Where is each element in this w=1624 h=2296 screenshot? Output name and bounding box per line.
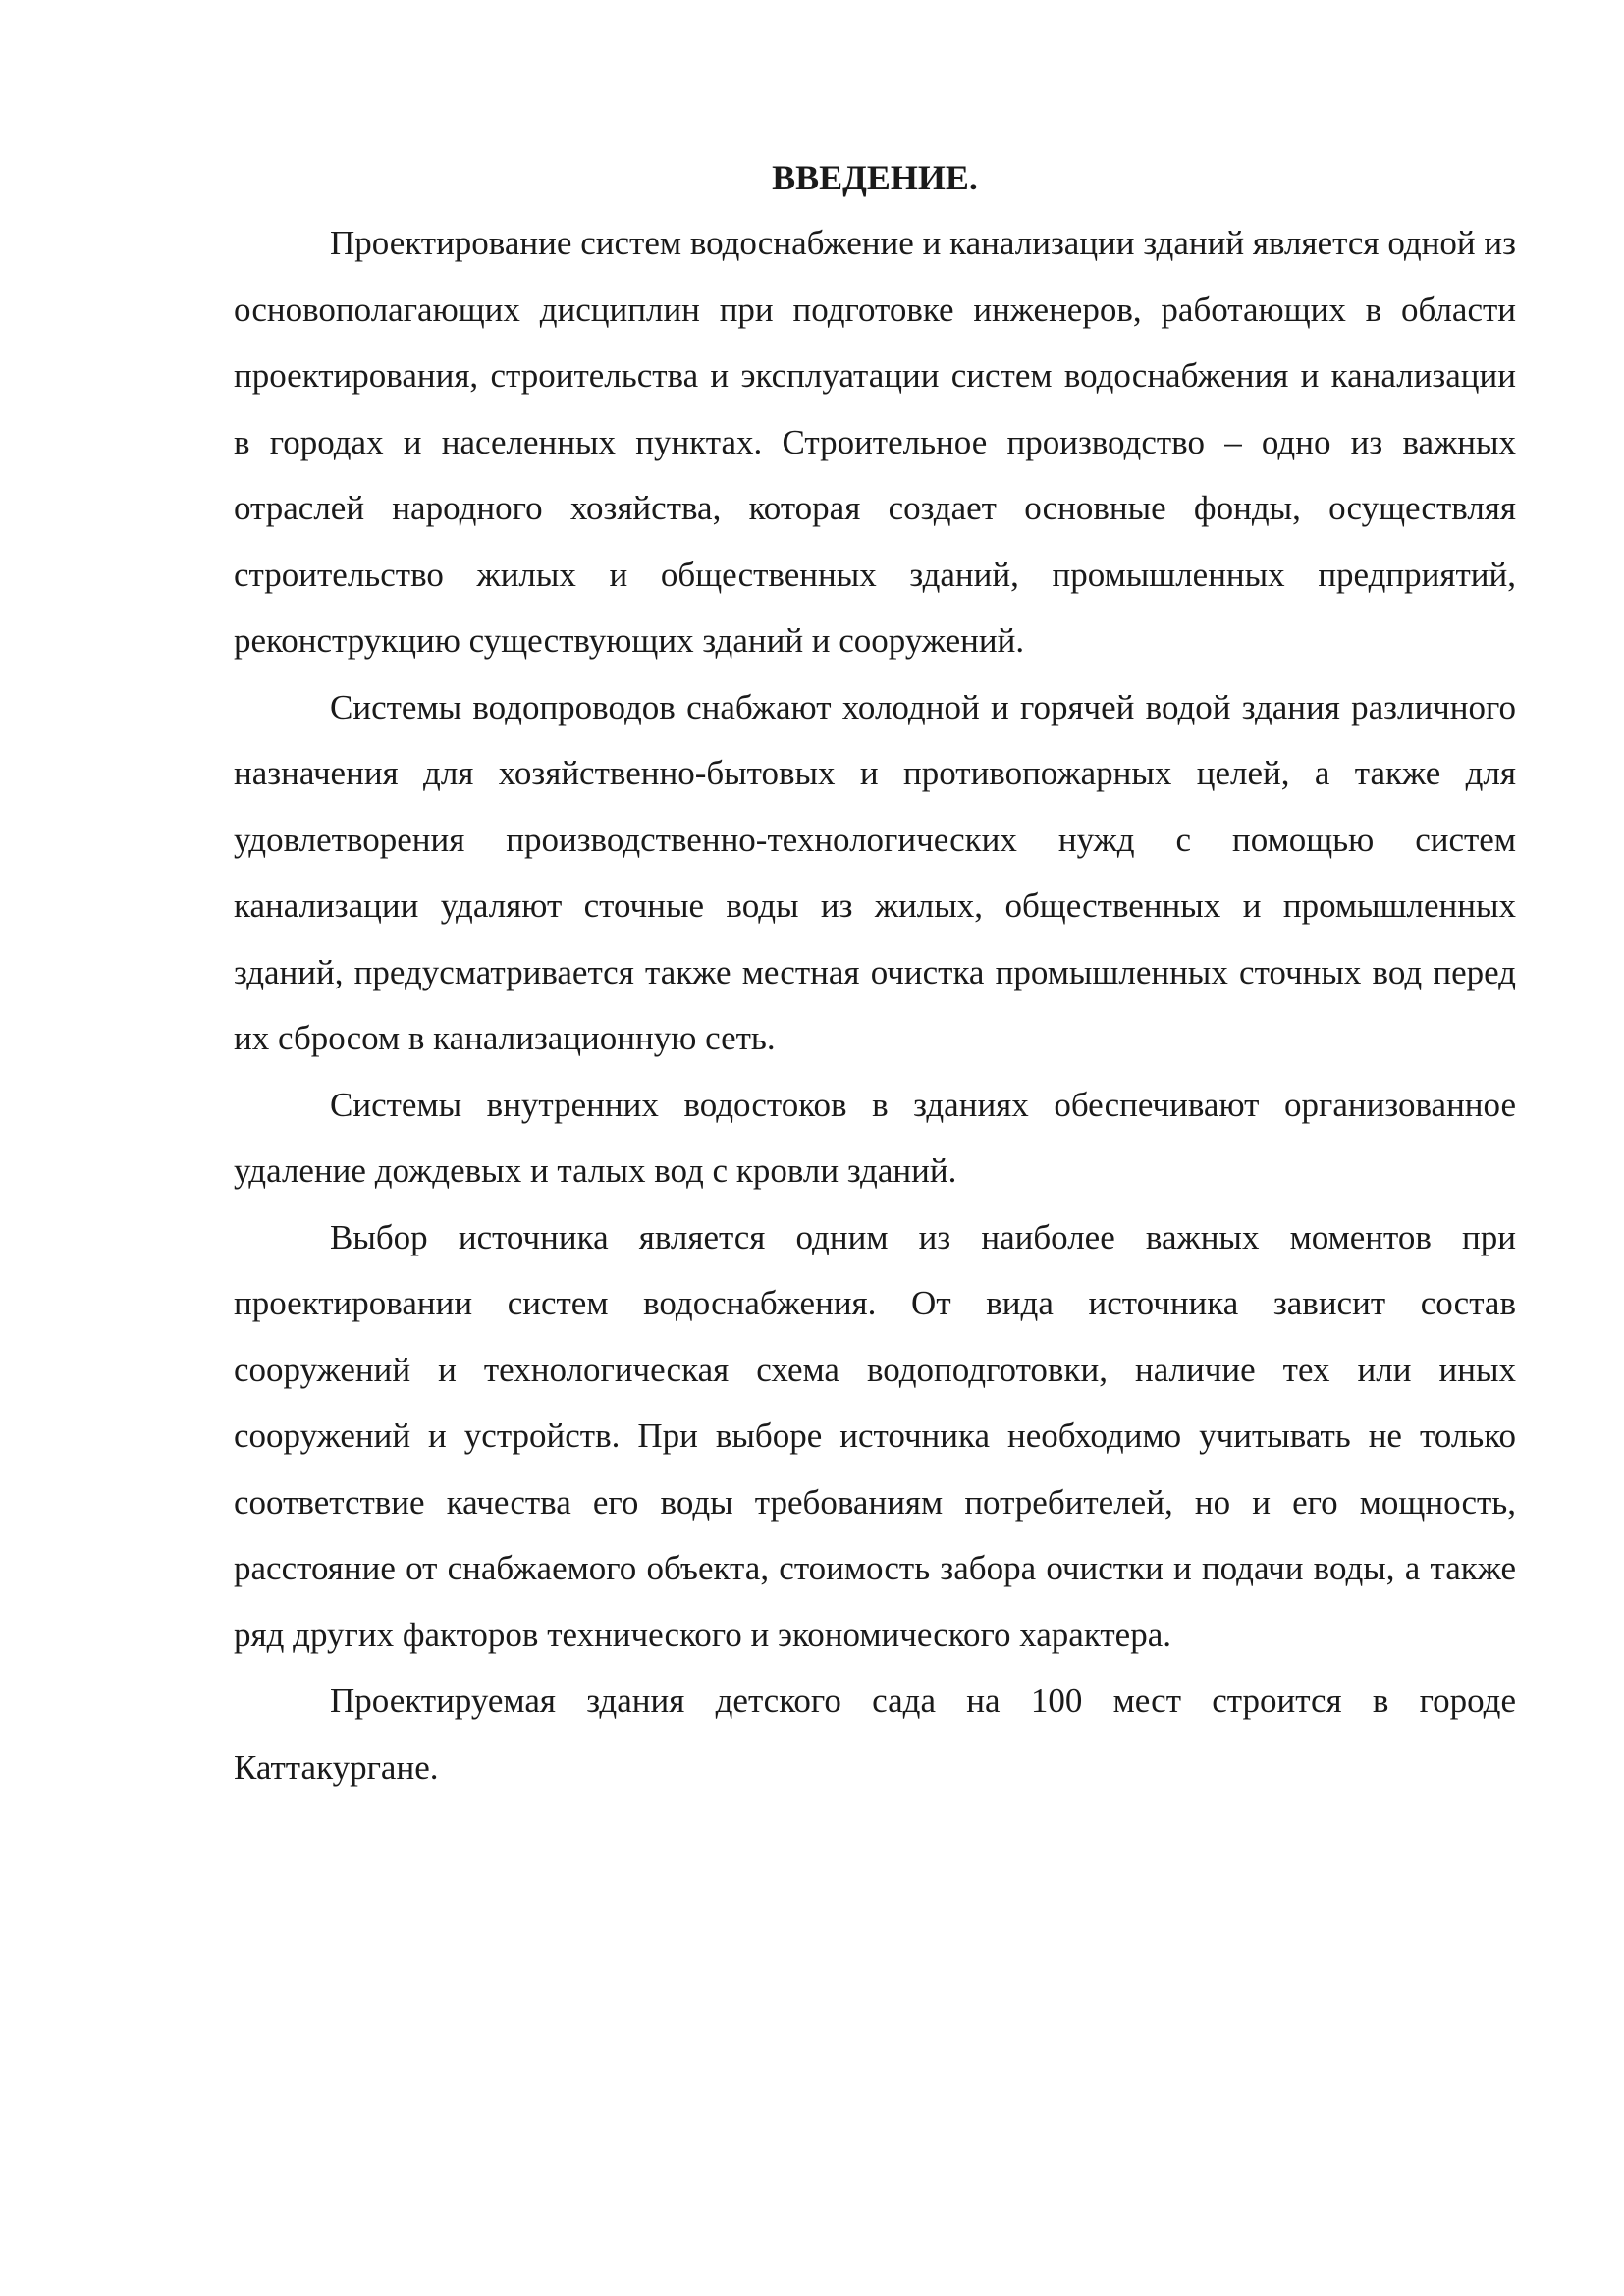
- title-punctuation: .: [968, 158, 978, 197]
- paragraph-3: Системы внутренних водостоков в зданиях обеспечивают организованное удаление дождевых и талых вод с кровли зданий.: [234, 1085, 1516, 1190]
- paragraph-5: Проектируемая здания детского сада на 100 мест строится в городе Каттакургане.: [234, 1682, 1516, 1787]
- paragraph-4: Выбор источника является одним из наиболее важных моментов при проектировании систем водоснабжения. От вида источника зависит состав сооружений и технологическая схема водоподготовки, наличие тех или иных сооружений и устройств. При выборе источника необходимо учитывать не только соответствие качества его воды требованиям потребителей, но и его мощность, расстояние от снабжаемого объекта, стоимость забора очистки и подачи воды, а также ряд других факторов технического и экономического характера.: [234, 1217, 1516, 1654]
- page-content: [234, 145, 1516, 1800]
- paragraph-1: Проектирование систем водоснабжение и канализации зданий является одной из основополагающих дисциплин при подготовке инженеров, работающих в области проектирования, строительства и эксплуатации систем водоснабжения и канализации в городах и населенных пунктах. Строительное производство – одно из важных отраслей народного хозяйства, которая создает основные фонды, осуществляя строительство жилых и общественных зданий, промышленных предприятий, реконструкцию существующих зданий и сооружений.: [234, 224, 1516, 660]
- paragraph-2: Системы водопроводов снабжают холодной и горячей водой здания различного назначения для хозяйственно-бытовых и противопожарных целей, а также для удовлетворения производственно-технологических нужд с помощью систем канализации удаляют сточные воды из жилых, общественных и промышленных зданий, предусматривается также местная очистка промышленных сточных вод перед их сбросом в канализационную сеть.: [234, 687, 1516, 1057]
- page-title: [234, 145, 1516, 210]
- title-text: ВВЕДЕНИЕ: [772, 158, 969, 197]
